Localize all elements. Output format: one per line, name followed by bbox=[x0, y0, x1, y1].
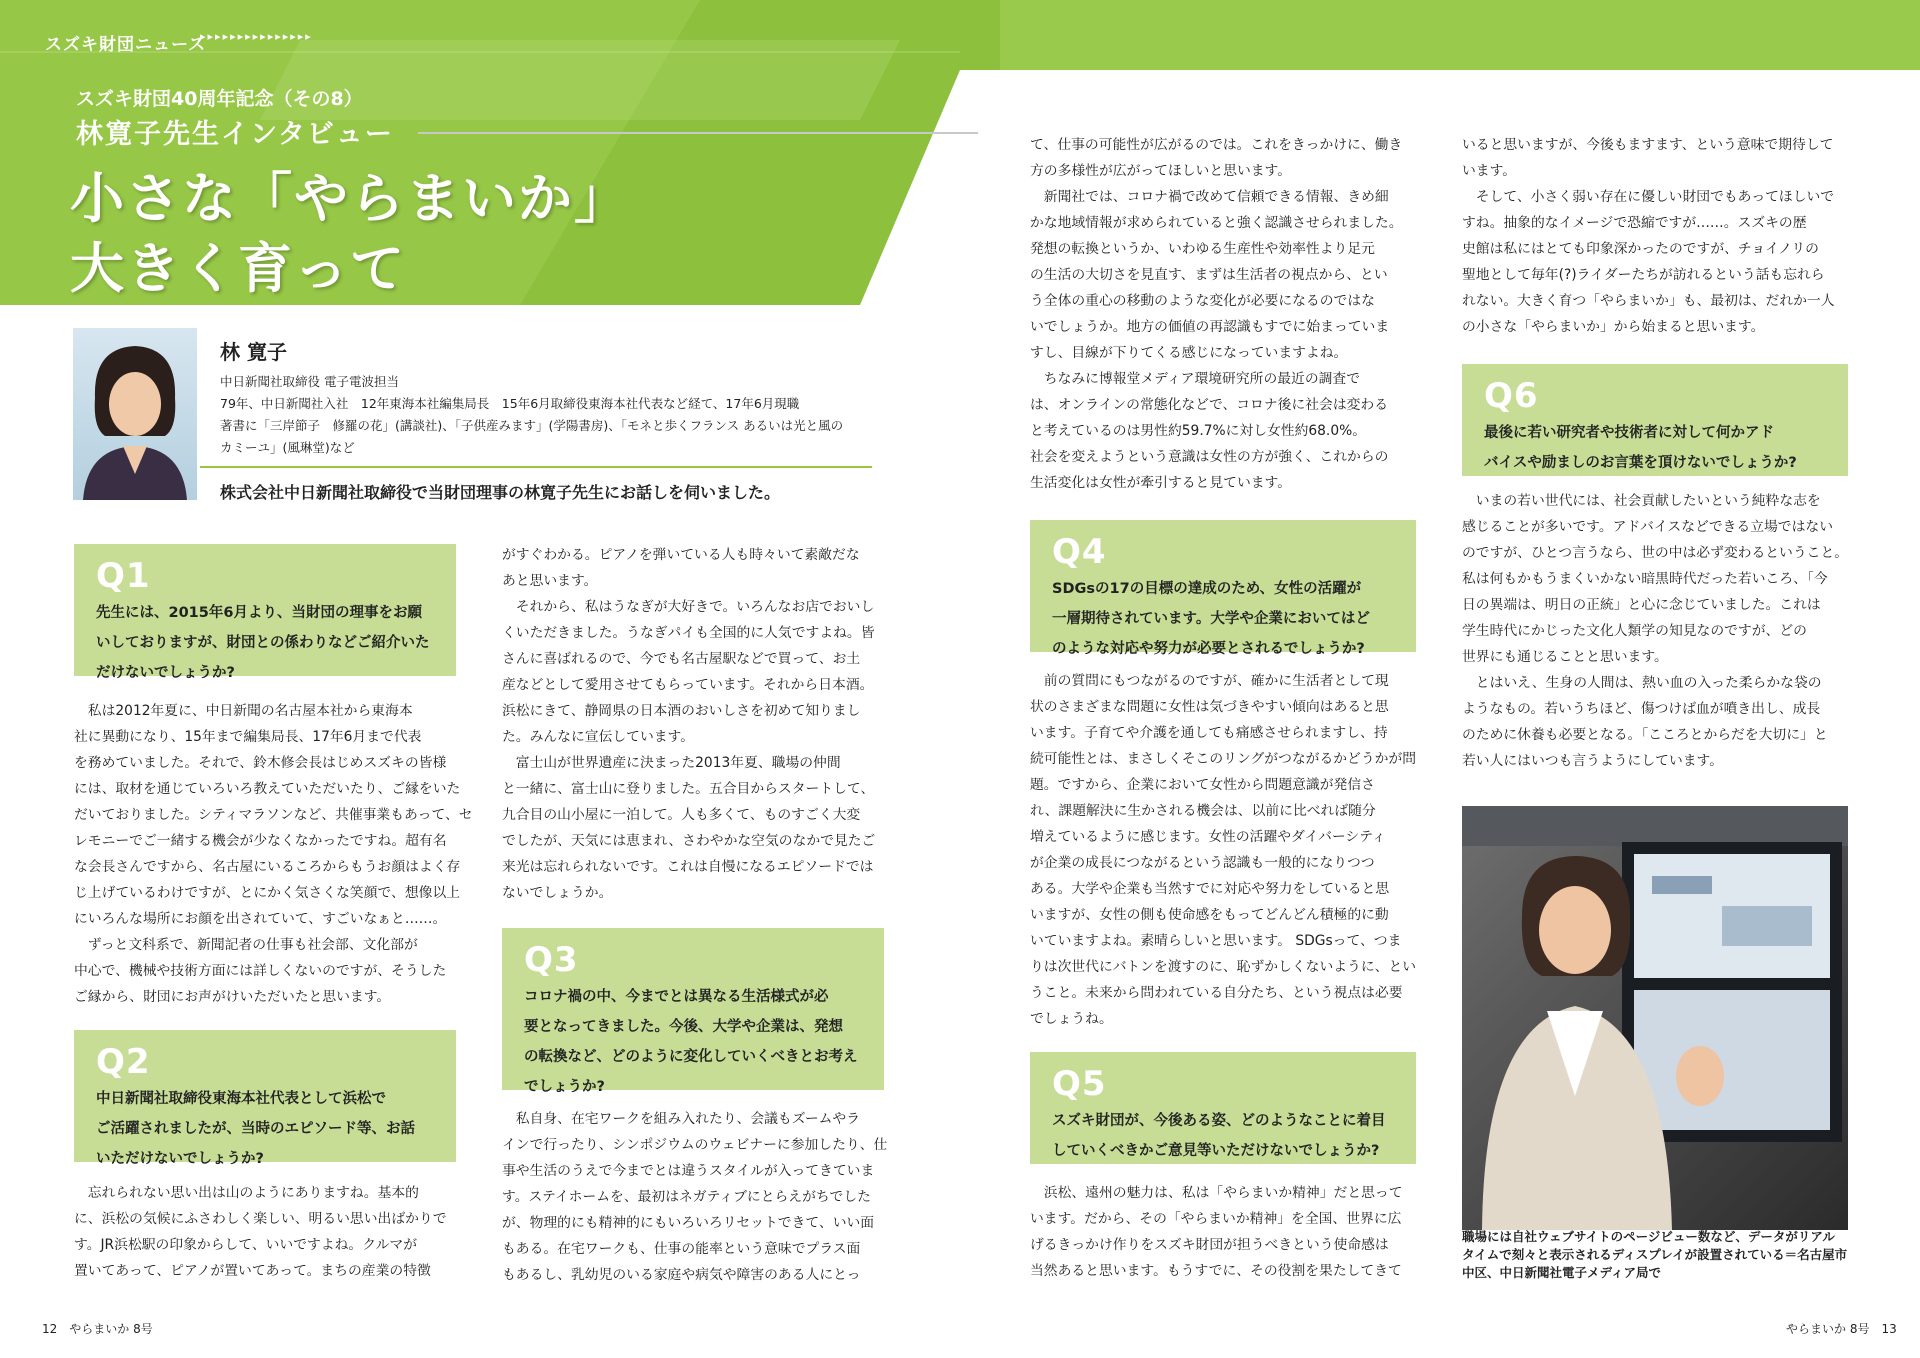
question-box-6 bbox=[1462, 364, 1848, 476]
page-footer-left: 12 やらまいか 8号 bbox=[42, 1322, 153, 1336]
profile-line: カミーユ」(風琳堂)など bbox=[220, 440, 355, 455]
profile-line: 著書に「三岸節子 修羅の花」(講談社)、「子供産みます」(学陽書房)、「モネと歩くフランス あるいは光と風の bbox=[220, 418, 844, 433]
section-label: スズキ財団ニュース bbox=[45, 35, 207, 55]
question-text: コロナ禍の中、今までとは異なる生活様式が必 要となってきました。今後、大学や企業は、発想 の転換など、どのように変化していくべきとお考え でしょうか? bbox=[524, 989, 858, 1095]
question-text: 中日新聞社取締役東海本社代表として浜松で ご活躍されましたが、当時のエピソード等、お話 いただけないでしょうか? bbox=[96, 1091, 415, 1167]
answer-5-continued: いると思いますが、今後もますます、という意味で期待して います。 そして、小さく弱い存在に優しい財団でもあってほしいで すね。抽象的なイメージで恐縮ですが……。スズキの歴 史館は私にはとても印象深かったのですが、チョイノリの 聖地として毎年(?)ライダーたちが訪れるという話も忘れら れない。大きく育つ「やらまいか」も、最初は、だれか一人 の小さな「やらまいか」から始まると思います。 bbox=[1462, 137, 1835, 335]
question-text: スズキ財団が、今後ある姿、どのようなことに着目 していくべきかご意見等いただけないでしょうか? bbox=[1052, 1113, 1386, 1159]
question-number: Q6 bbox=[1484, 376, 1539, 416]
answer-2-continued: がすぐわかる。ピアノを弾いている人も時々いて素敵だな あと思います。 それから、私はうなぎが大好きで。いろんなお店でおいし くいただきました。うなぎパイも全国的に人気ですよね。皆 さんに喜ばれるので、今でも名古屋駅などで買って、お土 産などとして愛用させてもらっています。それから日本酒。 浜松にきて、静岡県の日本酒のおいしさを初めて知りまし た。みんなに宣伝しています。 富士山が世界遺産に決まった2013年夏、職場の仲間 と一緒に、富士山に登りました。五合目からスタートして、 九合目の山小屋に一泊して。人も多くて、ものすごく大変 でしたが、天気には恵まれ、さわやかな空気のなかで見たご 来光は忘れられないです。これは自慢になるエピソードでは ないでしょうか。 bbox=[502, 547, 876, 901]
question-box-5 bbox=[1030, 1052, 1416, 1164]
portrait-photo bbox=[73, 328, 197, 500]
profile-divider bbox=[200, 466, 872, 468]
title-rule bbox=[418, 132, 978, 134]
photo-caption: 職場には自社ウェブサイトのページビュー数など、データがリアル タイムで刻々と表示されるディスプレイが設置されている＝名古屋市 中区、中日新聞社電子メディア局で bbox=[1462, 1229, 1848, 1280]
question-text: SDGsの17の目標の達成のため、女性の活躍が 一層期待されています。大学や企業においてはど のような対応や努力が必要とされるでしょうか? bbox=[1052, 581, 1370, 657]
question-text: 先生には、2015年6月より、当財団の理事をお願 いしておりますが、財団との係わりなどご紹介いた だけないでしょうか? bbox=[96, 605, 430, 681]
profile-name: 林 寛子 bbox=[220, 340, 287, 364]
answer-1: 私は2012年夏に、中日新聞の名古屋本社から東海本 社に異動になり、15年まで編集局長、17年6月まで代表 を務めていました。それで、鈴木修会長はじめスズキの皆様 には、取材を通じていろいろ教えていただいたり、ご縁をいた だいておりました。シティマラソンなど、共催事業もあって、セ レモニーでご一緒する機会が少なくなかったですね。超有名 な会長さんですから、名古屋にいるころからもうお顔はよく存 じ上げているわけですが、とにかく気さくな笑顔で、想像以上 にいろんな場所にお顔を出されていて、すごいなぁと……。 ずっと文科系で、新聞記者の仕事も社会部、文化部が 中心で、機械や技術方面には詳しくないのですが、そうした ご縁から、財団にお声がけいただいたと思います。 bbox=[74, 703, 473, 1005]
answer-5: 浜松、遠州の魅力は、私は「やらまいか精神」だと思って います。だから、その「やらまいか精神」を全国、世界に広 げるきっかけ作りをスズキ財団が担うべきという使命感は 当然あると思います。もうすでに、その役割を果たしてきて bbox=[1030, 1185, 1403, 1279]
answer-3-continued: て、仕事の可能性が広がるのでは。これをきっかけに、働き 方の多様性が広がってほしいと思います。 新聞社では、コロナ禍で改めて信頼できる情報、きめ細 かな地域情報が求められていると強く認識させられました。 発想の転換というか、いわゆる生産性や効率性より足元 の生活の大切さを見直す、まずは生活者の視点から、とい う全体の重心の移動のような変化が必要になるのではな いでしょうか。地方の価値の再認識もすでに始まっていま すし、目線が下りてくる感じになっていますよね。 ちなみに博報堂メディア環境研究所の最近の調査で は、オンラインの常態化などで、コロナ後に社会は変わる と考えているのは男性約59.7%に対し女性約68.0%。 社会を変えようという意識は女性の方が強く、これからの 生活変化は女性が牽引すると見ています。 bbox=[1030, 137, 1403, 491]
question-number: Q1 bbox=[96, 556, 151, 596]
main-title-line-1: 小さな「やらまいか」 bbox=[70, 167, 630, 230]
answer-3: 私自身、在宅ワークを組み入れたり、会議もズームやラ インで行ったり、シンポジウムのウェビナーに参加したり、仕 事や生活のうえで今までとは違うスタイルが入ってきていま す。ステイホームを、最初はネガティブにとらえがちでした が、物理的にも精神的にもいろいろリセットできて、いい面 もある。在宅ワークも、仕事の能率という意味でプラス面 もあるし、乳幼児のいる家庭や病気や障害のある人にとっ bbox=[502, 1111, 888, 1283]
interview-title: 林寛子先生インタビュー bbox=[76, 119, 394, 150]
question-box-1 bbox=[74, 544, 456, 681]
page-footer-right: やらまいか 8号 13 bbox=[1786, 1322, 1897, 1336]
answer-4: 前の質問にもつながるのですが、確かに生活者として現 状のさまざまな問題に女性は気づきやすい傾向はあると思 います。子育てや介護を通しても痛感させられますし、持 続可能性とは、まさしくそこのリングがつながるかどうかが問 題。ですから、企業において女性から問題意識が発信さ れ、課題解決に生かされる機会は、以前に比べれば随分 増えているように感じます。女性の活躍やダイバーシティ が企業の成長につながるという認識も一般的になりつつ ある。大学や企業も当然すでに対応や努力をしていると思 いますが、女性の側も使命感をもってどんどん積極的に動 いていますよね。素晴らしいと思います。 SDGsって、つま りは次世代にバトンを渡すのに、恥ずかしくないように、とい うこと。未来から問われている自分たち、という視点は必要 でしょうね。 bbox=[1030, 673, 1417, 1027]
lead-text: 株式会社中日新聞社取締役で当財団理事の林寛子先生にお話しを伺いました。 bbox=[220, 483, 781, 502]
answer-6: いまの若い世代には、社会貢献したいという純粋な志を 感じることが多いです。アドバイスなどできる立場ではない のですが、ひとつ言うなら、世の中は必ず変わるということ。 私は何もかもうまくいかない暗黒時代だった若いころ、「今 日の異端は、明日の正統」と心に念じていました。これは 学生時代にかじった文化人類学の知見なのですが、どの 世界にも通じることと思います。 とはいえ、生身の人間は、熱い血の入った柔らかな袋の ようなもの。若いうちほど、傷つけば血が噴き出し、成長 のために休養も必要となる。「こころとからだを大切に」と 若い人にはいつも言うようにしています。 bbox=[1462, 493, 1849, 769]
question-number: Q2 bbox=[96, 1042, 151, 1082]
question-box-3 bbox=[502, 928, 884, 1095]
profile-line: 中日新聞社取締役 電子電波担当 bbox=[220, 374, 399, 389]
question-number: Q5 bbox=[1052, 1064, 1107, 1104]
answer-2: 忘れられない思い出は山のようにありますね。基本的 に、浜松の気候にふさわしく楽しい、明るい思い出ばかりで す。JR浜松駅の印象からして、いいですよね。クルマが 置いてあって、ピアノが置いてあって。まちの産業の特徴 bbox=[74, 1185, 447, 1279]
question-box-4 bbox=[1030, 520, 1416, 657]
arrow-decoration: ▸▸▸▸▸▸▸▸▸▸▸▸▸▸▸ bbox=[200, 30, 313, 43]
question-number: Q4 bbox=[1052, 532, 1107, 572]
main-title-line-2: 大きく育って bbox=[70, 237, 406, 300]
office-photo bbox=[1462, 806, 1848, 1230]
question-box-2 bbox=[74, 1030, 456, 1167]
profile-line: 79年、中日新聞社入社 12年東海本社編集局長 15年6月取締役東海本社代表など経て、17年6月現職 bbox=[220, 396, 800, 411]
question-number: Q3 bbox=[524, 940, 579, 980]
question-text: 最後に若い研究者や技術者に対して何かアド バイスや励ましのお言葉を頂けないでしょうか? bbox=[1484, 425, 1797, 471]
article-subtitle: スズキ財団40周年記念（その8） bbox=[76, 88, 363, 110]
